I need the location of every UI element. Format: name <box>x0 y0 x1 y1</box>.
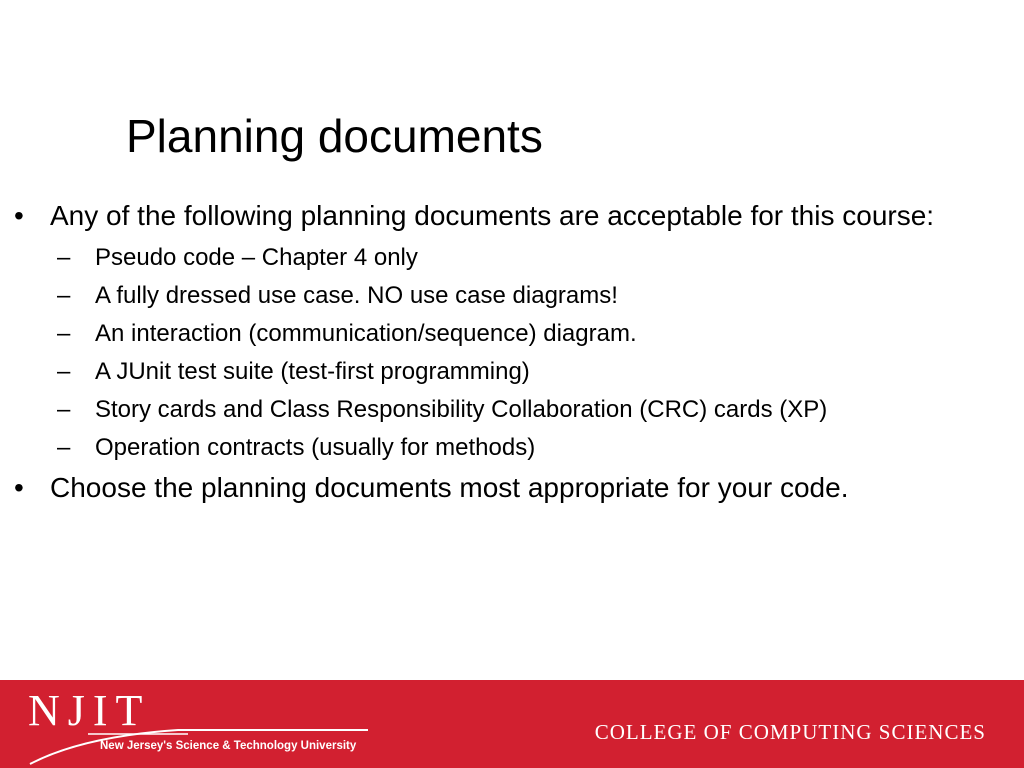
logo-tagline: New Jersey's Science & Technology University <box>100 740 357 752</box>
sub-bullet-text: Pseudo code – Chapter 4 only <box>95 244 418 271</box>
sub-bullet-item <box>0 356 1024 388</box>
sub-bullet-text: An interaction (communication/sequence) diagram. <box>95 320 637 347</box>
bullet-icon: • <box>14 200 24 231</box>
sub-bullet-text: A JUnit test suite (test-first programming) <box>95 358 530 385</box>
dash-icon: – <box>57 244 71 271</box>
slide-content <box>0 196 1024 508</box>
bullet-item <box>0 468 1024 508</box>
sub-bullet-item <box>0 432 1024 464</box>
sub-bullet-item <box>0 318 1024 350</box>
dash-icon: – <box>57 358 71 385</box>
sub-bullet-item <box>0 280 1024 312</box>
sub-bullet-text: A fully dressed use case. NO use case diagrams! <box>95 282 618 309</box>
dash-icon: – <box>57 282 71 309</box>
sub-bullet-item <box>0 394 1024 426</box>
njit-logo <box>28 686 378 764</box>
logo-wordmark: NJIT <box>28 686 151 735</box>
sub-bullet-text: Story cards and Class Responsibility Collaboration (CRC) cards (XP) <box>95 396 828 423</box>
footer-bar <box>0 680 1024 768</box>
college-name: COLLEGE OF COMPUTING SCIENCES <box>594 720 986 744</box>
sub-bullet-text: Operation contracts (usually for methods) <box>95 434 536 461</box>
dash-icon: – <box>57 434 71 461</box>
sub-bullet-list <box>0 242 1024 464</box>
dash-icon: – <box>57 396 71 423</box>
bullet-text: Any of the following planning documents are acceptable for this course: <box>50 200 935 231</box>
sub-bullet-item <box>0 242 1024 274</box>
slide-title: Planning documents <box>126 110 543 162</box>
bullet-item <box>0 196 1024 236</box>
bullet-text: Choose the planning documents most appropriate for your code. <box>50 472 849 503</box>
bullet-icon: • <box>14 472 24 503</box>
dash-icon: – <box>57 320 71 347</box>
